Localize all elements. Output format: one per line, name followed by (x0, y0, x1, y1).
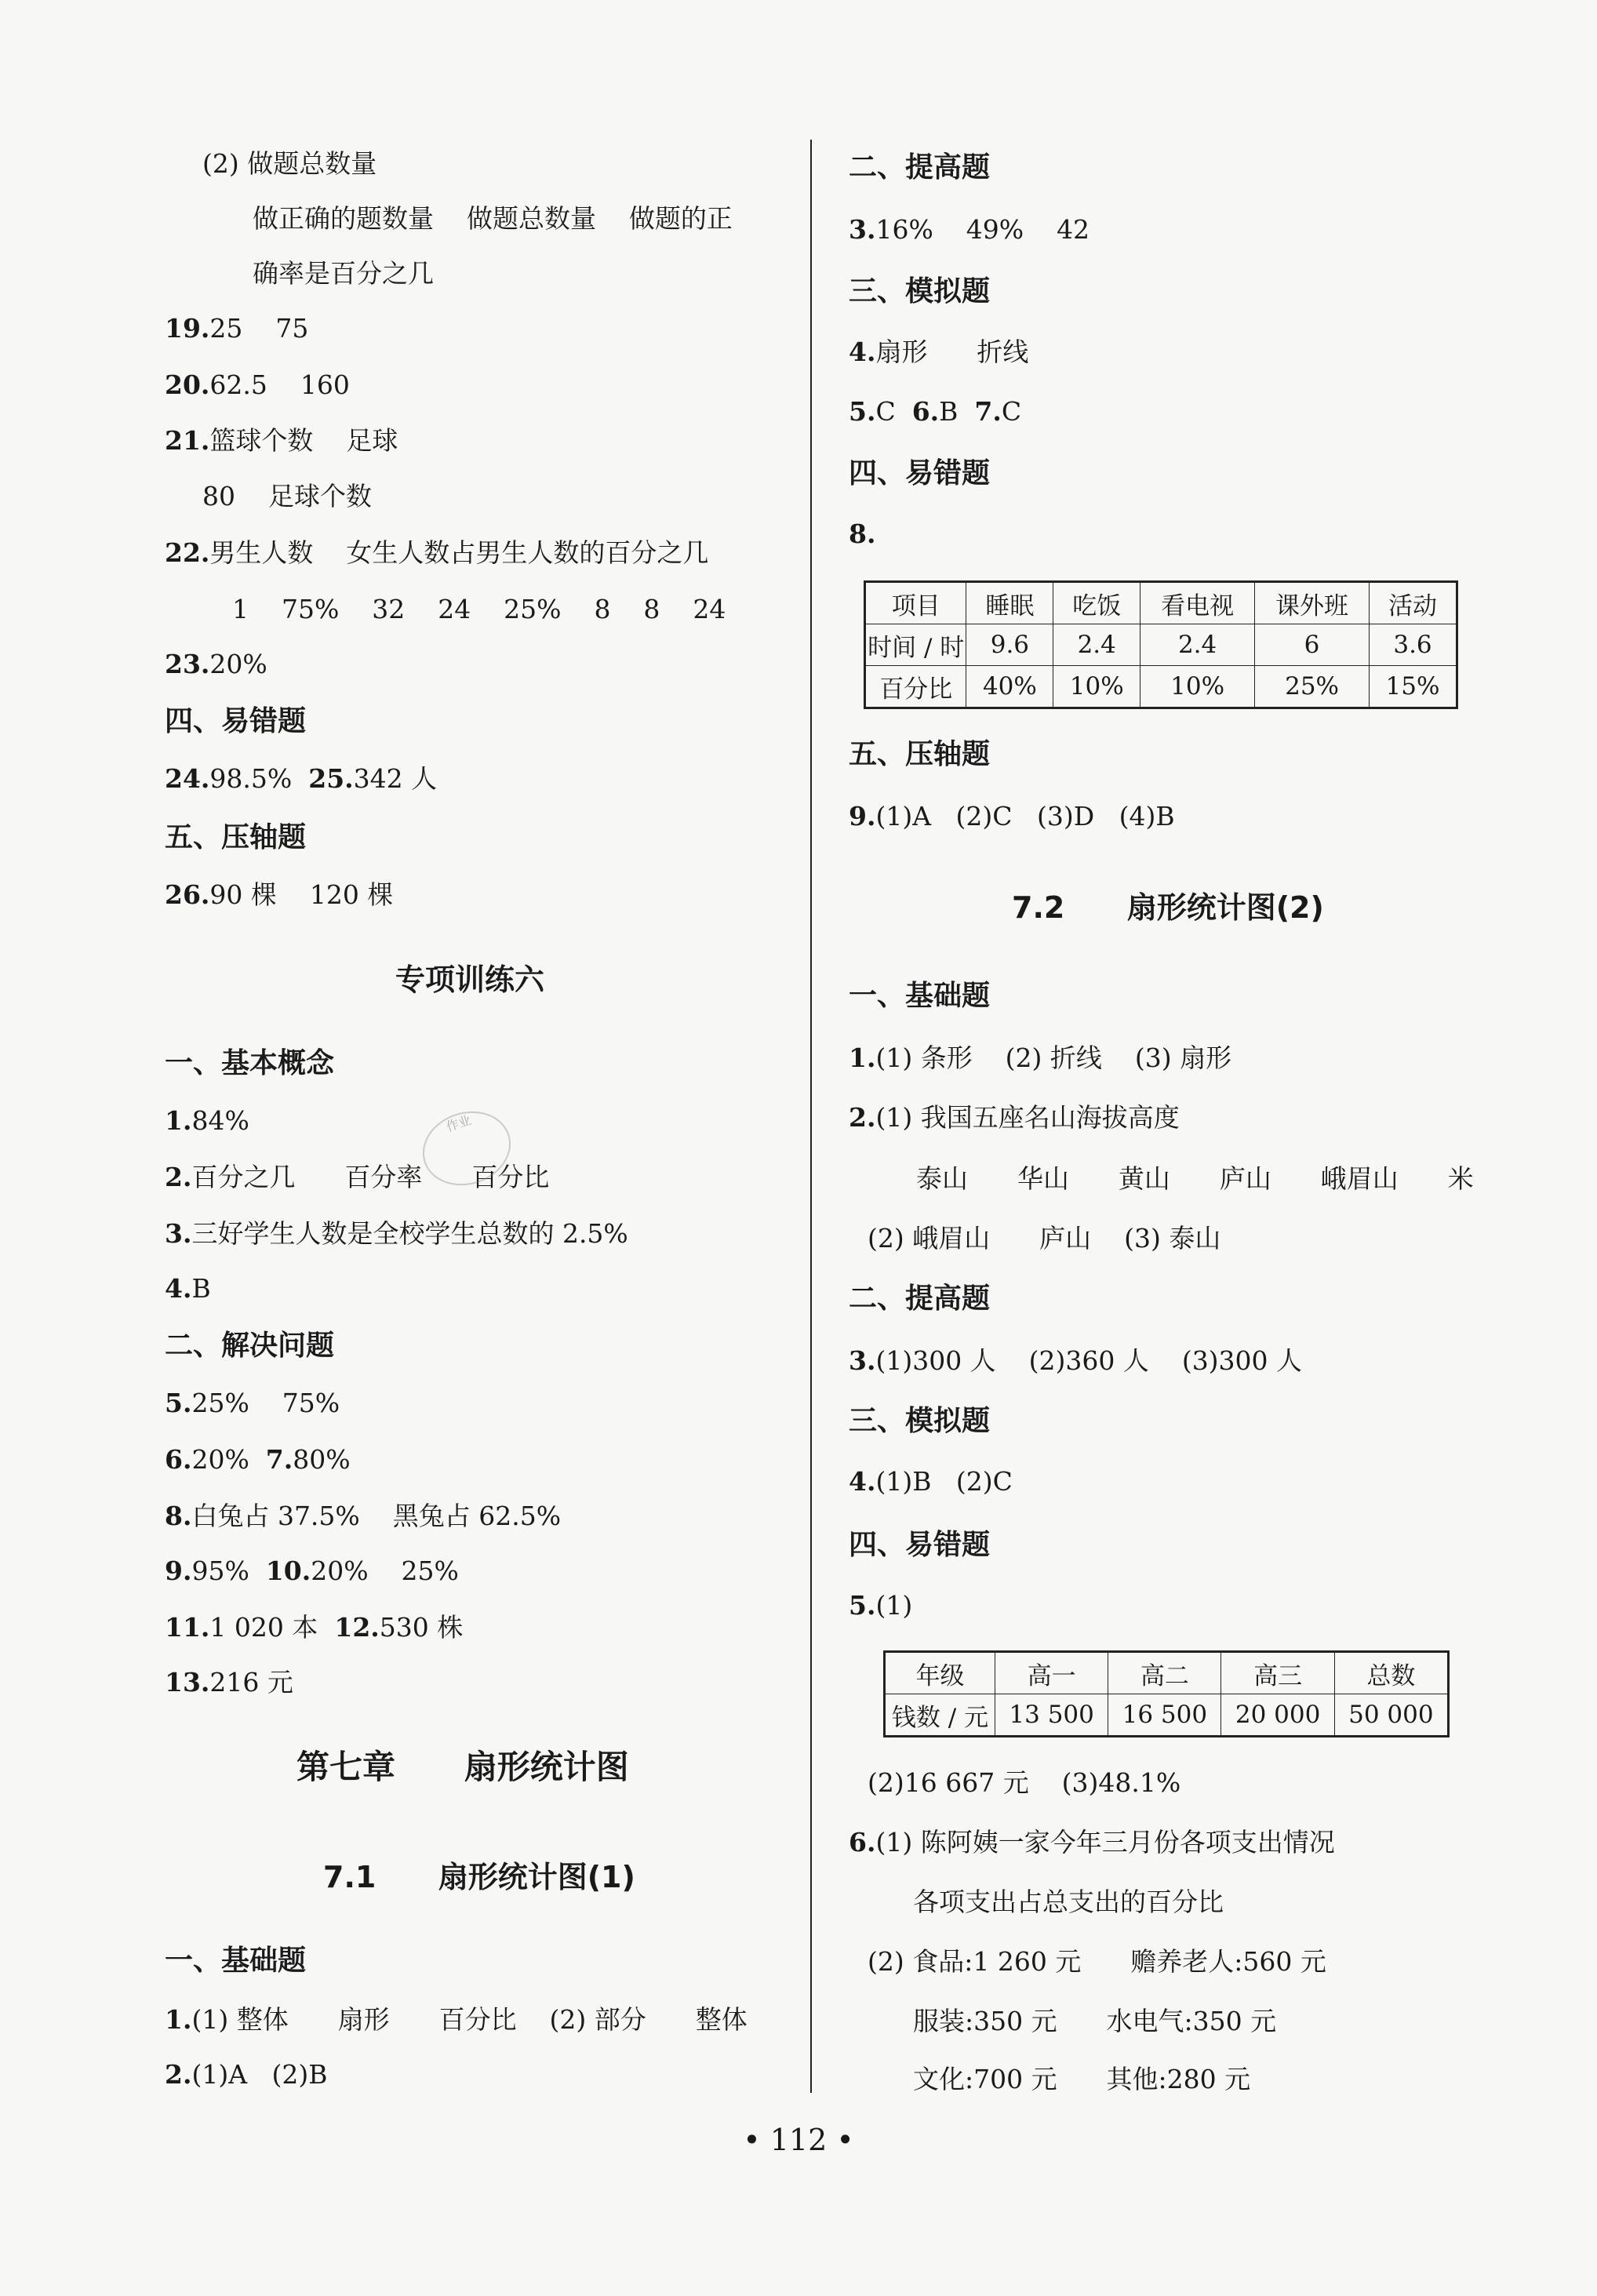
answer-line: 各项支出占总支出的百分比 (913, 1887, 1224, 1917)
answer-text: 20% (209, 649, 267, 679)
table-cell: 2.4 (1140, 624, 1255, 666)
answer-26 (165, 879, 394, 910)
answer-r9 (849, 803, 1175, 829)
answer-text: 98.5% (209, 763, 309, 794)
answer-text: B (191, 1273, 211, 1304)
q-number: 5. (165, 1388, 192, 1418)
answer-text: (1) 条形 (2) 折线 (3) 扇形 (875, 1042, 1232, 1073)
answer-9-10 (165, 1558, 459, 1584)
answer-line: 做正确的题数量 做题总数量 做题的正 (253, 203, 733, 234)
q-number: 9. (165, 1556, 192, 1586)
section-heading: 四、易错题 (165, 705, 307, 737)
q-number: 23. (165, 649, 210, 679)
time-percentage-table (864, 580, 1458, 709)
section-heading: 四、易错题 (849, 1529, 991, 1561)
answer-text: 530 株 (379, 1612, 464, 1643)
table-cell: 看电视 (1140, 582, 1255, 624)
table-cell: 2.4 (1053, 624, 1140, 666)
q-number: 9. (849, 801, 876, 831)
section-heading: 一、基础题 (165, 1945, 307, 1977)
answer-b5 (849, 1590, 913, 1621)
section-heading: 四、易错题 (849, 457, 991, 489)
answer-21 (165, 425, 398, 456)
answer-1 (165, 1105, 249, 1136)
answer-text: (1)A (2)C (3)D (4)B (875, 801, 1175, 831)
section-heading: 二、提高题 (849, 151, 991, 184)
answer-4 (165, 1273, 211, 1304)
q-number: 1. (849, 1042, 876, 1073)
answer-text: 342 人 (353, 763, 438, 794)
answer-text: 1 020 本 (209, 1612, 335, 1643)
answer-text: 25 75 (209, 313, 309, 344)
q-number: 22. (165, 537, 210, 568)
answer-line: 1 75% 32 24 25% 8 8 24 (232, 594, 726, 624)
answer-text: 男生人数 女生人数占男生人数的百分之几 (209, 537, 709, 568)
answer-line: (2)16 667 元 (3)48.1% (868, 1767, 1181, 1798)
q-number: 3. (849, 1345, 876, 1376)
answer-text: 84% (191, 1105, 249, 1136)
q-number: 4. (849, 1466, 876, 1497)
answer-line: 80 足球个数 (202, 481, 372, 511)
answer-line: (2) 食品:1 260 元 赡养老人:560 元 (868, 1946, 1326, 1977)
table-cell: 年级 (885, 1652, 995, 1694)
table-cell: 钱数 / 元 (885, 1694, 995, 1737)
q-number: 1. (165, 1105, 192, 1136)
table-cell: 13 500 (995, 1694, 1108, 1737)
table-row (865, 666, 1457, 708)
q-number: 6. (165, 1444, 192, 1475)
answer-line: (2) 峨眉山 庐山 (3) 泰山 (868, 1223, 1221, 1254)
answer-s2 (165, 2059, 328, 2090)
answer-text: 20% 25% (311, 1556, 459, 1586)
q-number: 24. (165, 763, 210, 794)
table-cell: 吃饭 (1053, 582, 1140, 624)
q-number: 6. (911, 396, 940, 427)
answer-text: (1) 我国五座名山海拔高度 (875, 1102, 1180, 1133)
q-number: 4. (165, 1273, 192, 1304)
q-number: 5. (849, 1590, 876, 1621)
section-heading: 五、压轴题 (165, 821, 307, 853)
q-number: 7. (265, 1444, 293, 1475)
table-cell: 睡眠 (966, 582, 1053, 624)
section-heading: 一、基本概念 (165, 1047, 335, 1079)
answer-5 (165, 1390, 340, 1416)
table-cell: 活动 (1370, 582, 1457, 624)
q-number: 7. (974, 396, 1002, 427)
answer-text: 62.5 160 (209, 369, 350, 400)
answer-text: B (939, 396, 975, 427)
answer-8 (165, 1503, 561, 1529)
q-number: 10. (265, 1556, 311, 1586)
table-cell: 16 500 (1108, 1694, 1221, 1737)
answer-text: (1)B (2)C (875, 1466, 1013, 1497)
table-cell: 25% (1255, 666, 1370, 708)
answer-b3 (849, 1345, 1303, 1376)
answer-19 (165, 313, 309, 344)
answer-text: C (875, 396, 912, 427)
answer-text: 20% (191, 1444, 266, 1475)
table-cell: 50 000 (1334, 1694, 1448, 1737)
column-divider (810, 140, 812, 2093)
answer-text: 扇形 折线 (875, 337, 1029, 367)
answer-b4 (849, 1466, 1013, 1497)
answer-text: 三好学生人数是全校学生总数的 2.5% (191, 1218, 628, 1249)
answer-line: 确率是百分之几 (253, 258, 434, 289)
grade-money-table (883, 1650, 1450, 1737)
answer-13 (165, 1669, 293, 1695)
q-number: 4. (849, 337, 876, 367)
answer-text: (1) 整体 扇形 百分比 (2) 部分 整体 (191, 2004, 748, 2035)
answer-line: 文化:700 元 其他:280 元 (913, 2064, 1251, 2094)
answer-s1 (165, 2004, 748, 2035)
answer-text: (1)A (2)B (191, 2059, 328, 2090)
q-number: 13. (165, 1667, 210, 1697)
answer-text: (1) (875, 1590, 913, 1621)
q-number: 20. (165, 369, 210, 400)
table-row (885, 1652, 1449, 1694)
answer-6-7 (165, 1444, 351, 1475)
answer-r3 (849, 214, 1090, 245)
q-number: 26. (165, 879, 210, 910)
answer-r4 (849, 339, 1028, 365)
answer-20 (165, 369, 350, 400)
answer-text: 95% (191, 1556, 266, 1586)
answer-text: (1)300 人 (2)360 人 (3)300 人 (875, 1345, 1303, 1376)
answer-text: 90 棵 120 棵 (209, 879, 394, 910)
section-heading: 二、解决问题 (165, 1330, 335, 1362)
page-number: • 112 • (743, 2123, 854, 2157)
q-number: 2. (849, 1102, 876, 1133)
q-number: 5. (849, 396, 876, 427)
answer-text: 25% 75% (191, 1388, 340, 1418)
q-number: 3. (165, 1218, 192, 1249)
table-row (885, 1694, 1449, 1737)
table-cell: 6 (1255, 624, 1370, 666)
answer-line: 服装:350 元 水电气:350 元 (913, 2006, 1277, 2036)
answer-text: 80% (293, 1444, 351, 1475)
answer-23 (165, 651, 267, 677)
section-heading: 三、模拟题 (849, 1405, 991, 1437)
answer-text: 篮球个数 足球 (209, 425, 398, 456)
q-number: 6. (849, 1827, 876, 1858)
answer-b1 (849, 1042, 1232, 1073)
table-cell: 时间 / 时 (865, 624, 966, 666)
section-title-7-2: 7.2 扇形统计图(2) (1012, 890, 1324, 925)
answer-text: C (1001, 396, 1022, 427)
table-cell: 项目 (865, 582, 966, 624)
table-cell: 9.6 (966, 624, 1053, 666)
answer-3 (165, 1218, 628, 1249)
table-cell: 百分比 (865, 666, 966, 708)
table-cell: 高三 (1221, 1652, 1334, 1694)
answer-text: 白兔占 37.5% 黑兔占 62.5% (191, 1501, 562, 1531)
answer-11-12 (165, 1612, 464, 1643)
table-cell: 总数 (1334, 1652, 1448, 1694)
special-training-title: 专项训练六 (395, 962, 545, 997)
section-heading: 一、基础题 (849, 980, 991, 1012)
answer-b2 (849, 1102, 1180, 1133)
q-number: 25. (308, 763, 354, 794)
answer-line: 泰山 华山 黄山 庐山 峨眉山 米 (916, 1163, 1474, 1194)
section-heading: 三、模拟题 (849, 275, 991, 307)
section-title-7-1: 7.1 扇形统计图(1) (323, 1860, 635, 1894)
section-heading: 二、提高题 (849, 1283, 991, 1315)
q-number: 21. (165, 425, 210, 456)
answer-text: 216 元 (209, 1667, 293, 1697)
table-cell: 15% (1370, 666, 1457, 708)
answer-r5-7 (849, 396, 1022, 427)
q-number: 3. (849, 214, 876, 245)
section-heading: 五、压轴题 (849, 738, 991, 770)
answer-text: 百分之几 百分率 百分比 (191, 1162, 550, 1192)
q-number: 1. (165, 2004, 192, 2035)
q-number: 8. (165, 1501, 192, 1531)
table-cell: 20 000 (1221, 1694, 1334, 1737)
q-number: 11. (165, 1612, 210, 1643)
q-number: 8. (849, 519, 876, 549)
answer-line: (2) 做题总数量 (202, 148, 377, 179)
answer-22 (165, 537, 709, 568)
q-number: 2. (165, 2059, 192, 2090)
answer-24-25 (165, 763, 438, 794)
answer-b6 (849, 1827, 1335, 1858)
table-cell: 10% (1140, 666, 1255, 708)
table-cell: 10% (1053, 666, 1140, 708)
table-row (865, 624, 1457, 666)
table-cell: 40% (966, 666, 1053, 708)
homework-stamp-watermark: 作业 (413, 1101, 521, 1197)
table-cell: 课外班 (1255, 582, 1370, 624)
table-cell: 高二 (1108, 1652, 1221, 1694)
q-number: 19. (165, 313, 210, 344)
q-number: 12. (334, 1612, 380, 1643)
answer-text: 16% 49% 42 (875, 214, 1090, 245)
q-number: 2. (165, 1162, 192, 1192)
table-row (865, 582, 1457, 624)
table-cell: 3.6 (1370, 624, 1457, 666)
answer-text: (1) 陈阿姨一家今年三月份各项支出情况 (875, 1827, 1335, 1858)
chapter-title: 第七章 扇形统计图 (296, 1748, 629, 1786)
table-cell: 高一 (995, 1652, 1108, 1694)
